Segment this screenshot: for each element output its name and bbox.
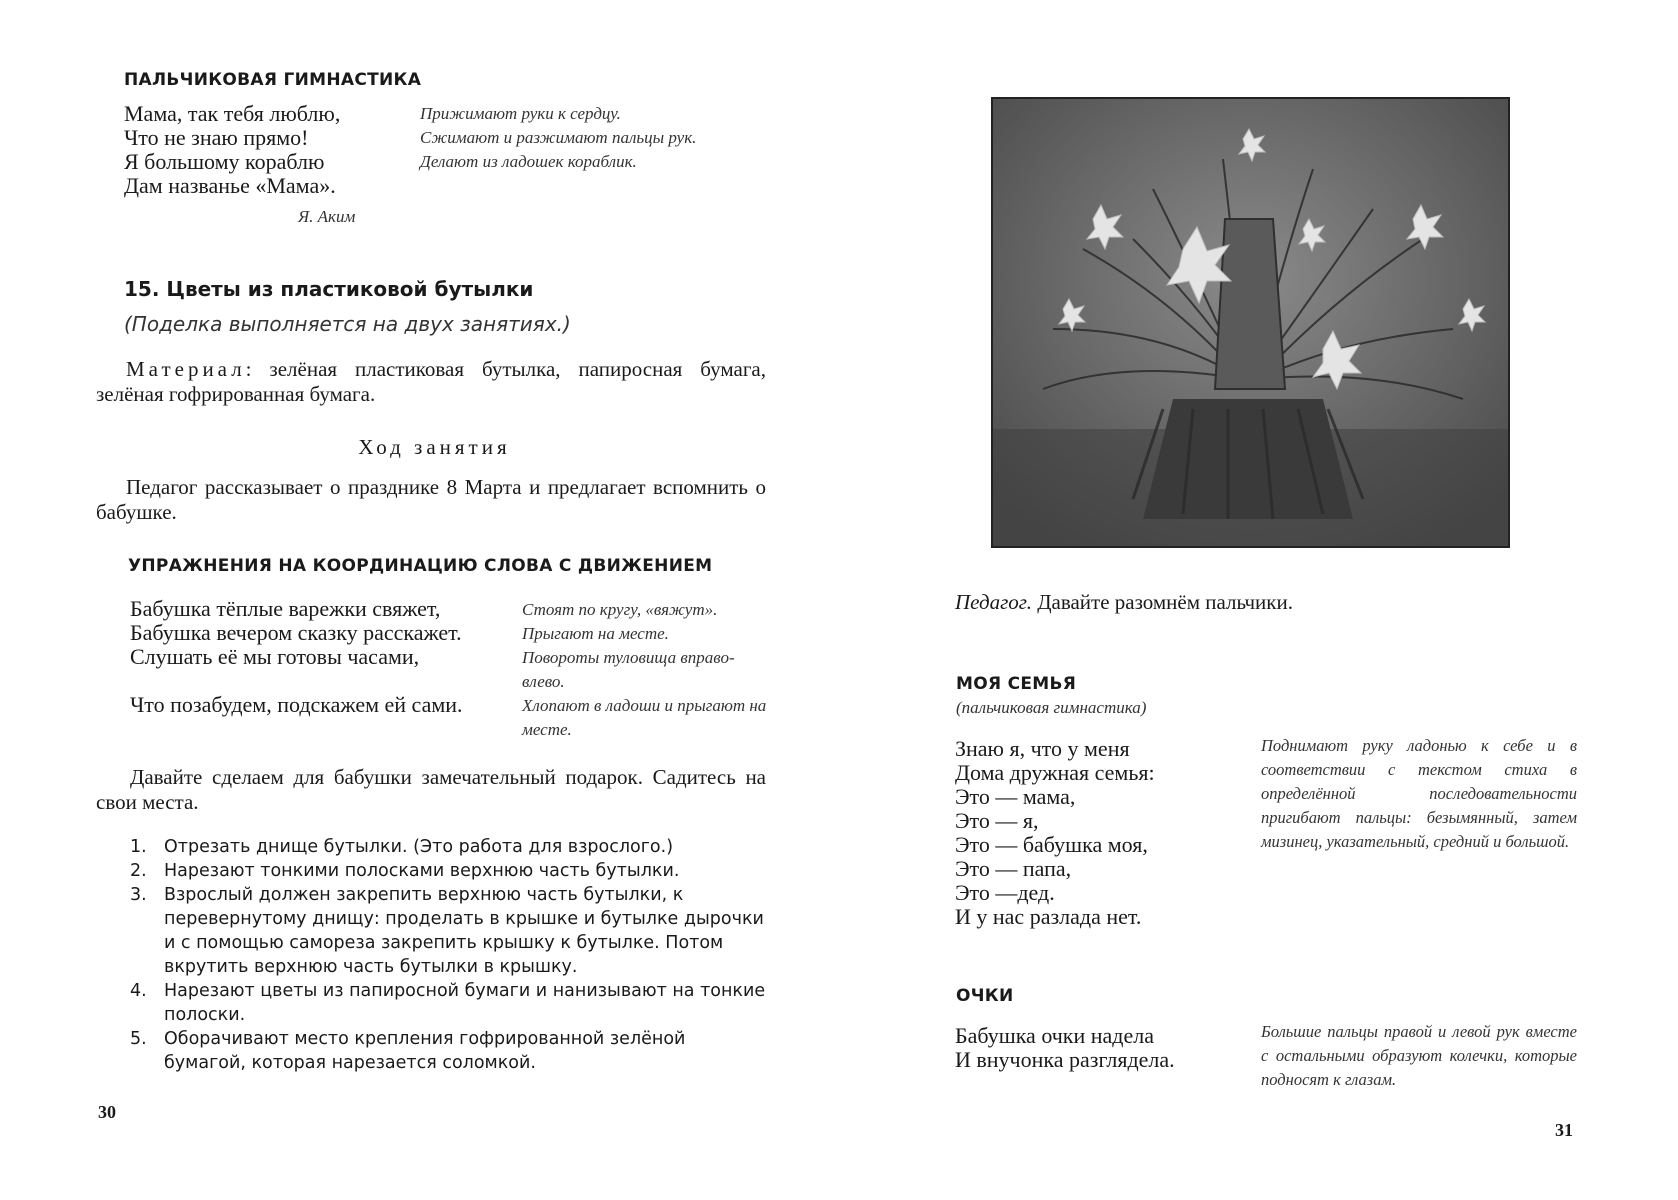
grandma-poem [130, 597, 510, 741]
step-text: Оборачивают место крепления гофрированной зелёной бумагой, которая нарезается соломкой. [164, 1029, 686, 1073]
flower-bouquet-illustration [993, 99, 1508, 546]
page-number: 31 [1555, 1120, 1573, 1140]
family-subheading: (пальчиковая гимнастика) [956, 698, 1147, 717]
steps-list [130, 835, 770, 1075]
mama-poem-notes [420, 102, 780, 174]
grandma-poem-notes [522, 598, 772, 742]
list-item [130, 1027, 770, 1075]
poem-line: Бабушка очки надела [955, 1023, 1155, 1048]
movement-note: Прыгают на месте. [522, 624, 669, 643]
caption-speaker: Педагог. [955, 590, 1032, 614]
step-number: 1. [130, 837, 147, 857]
lesson-subtitle: (Поделка выполняется на двух занятиях.) [124, 312, 571, 336]
finger-gymnastics-heading: ПАЛЬЧИКОВАЯ ГИМНАСТИКА [124, 70, 422, 90]
poem-line: Знаю я, что у меня [955, 736, 1130, 761]
movement-note: Прижимают руки к сердцу. [420, 104, 621, 123]
caption-text: Давайте разомнём пальчики. [1031, 590, 1293, 614]
movement-note: Стоят по кругу, «вяжут». [522, 600, 718, 619]
list-item [130, 859, 770, 883]
material-label: Материал [126, 357, 246, 381]
mama-poem [124, 102, 394, 198]
step-text: Нарезают цветы из папиросной бумаги и нанизывают на тонкие полоски. [164, 981, 766, 1025]
step-number: 4. [130, 981, 147, 1001]
material-text: : зелёная пластиковая бутылка, папиросная бумага, зелёная гофрированная бумага. [96, 357, 766, 406]
poem-line: Дома дружная семья: [955, 760, 1155, 785]
movement-note: Делают из ладошек кораблик. [420, 152, 637, 171]
poem-line: Я большому кораблю [124, 149, 325, 174]
poem-author: Я. Аким [298, 207, 356, 226]
poem-line: Слушать её мы готовы часами, [130, 644, 420, 669]
poem-line: Это — бабушка моя, [955, 832, 1148, 857]
poem-line: Это — папа, [955, 856, 1072, 881]
family-poem [955, 737, 1255, 929]
poem-line: Это — я, [955, 808, 1039, 833]
movement-note: Хлопают в ладоши и прыгают на месте. [522, 696, 767, 739]
poem-line: Это — мама, [955, 784, 1076, 809]
right-page [839, 0, 1678, 1200]
poem-line: Что не знаю прямо! [124, 125, 309, 150]
step-number: 5. [130, 1029, 147, 1049]
exercise-heading: УПРАЖНЕНИЯ НА КООРДИНАЦИЮ СЛОВА С ДВИЖЕНИЕМ [128, 556, 713, 576]
family-note: Поднимают руку ладонью к себе и в соответствии с текстом стиха в определённой последовательности пригибают пальцы: безымянный, затем мизинец, указательный, средний и большой. [1261, 736, 1577, 851]
poem-line: Бабушка тёплые варежки свяжет, [130, 596, 441, 621]
list-item [130, 883, 770, 979]
poem-line: Бабушка вечером сказку расскажет. [130, 620, 462, 645]
step-text: Нарезают тонкими полосками верхнюю часть бутылки. [164, 861, 680, 881]
intro-paragraph: Педагог рассказывает о празднике 8 Марта и предлагает вспомнить о бабушке. [96, 475, 766, 524]
poem-line: Что позабудем, подскажем ей сами. [130, 692, 463, 717]
family-heading: МОЯ СЕМЬЯ [956, 674, 1077, 694]
poem-line: Это —дед. [955, 880, 1055, 905]
poem-line: Дам названье «Мама». [124, 173, 336, 198]
step-text: Взрослый должен закрепить верхнюю часть бутылки, к перевернутому днищу: проделать в крышке и бутылке дырочки и с помощью самореза закрепить крышку к бутылке. Потом вкрутить верхнюю часть бутылки в крышку. [164, 885, 764, 977]
step-number: 3. [130, 885, 147, 905]
list-item [130, 835, 770, 859]
page-number: 30 [98, 1102, 116, 1122]
poem-line: Мама, так тебя люблю, [124, 101, 341, 126]
glasses-poem [955, 1024, 1255, 1072]
photo-caption [955, 590, 1293, 615]
gift-paragraph: Давайте сделаем для бабушки замечательный подарок. Садитесь на свои места. [96, 765, 766, 814]
lesson-title: 15. Цветы из пластиковой бутылки [124, 277, 534, 301]
glasses-heading: ОЧКИ [956, 986, 1014, 1006]
step-text: Отрезать днище бутылки. (Это работа для взрослого.) [164, 837, 674, 857]
flower-craft-photo [991, 97, 1510, 548]
glasses-note: Большие пальцы правой и левой рук вместе с остальными образуют колечки, которые подносят к глазам. [1261, 1022, 1577, 1089]
material-paragraph [96, 357, 766, 407]
list-item [130, 979, 770, 1027]
lesson-course-heading: Ход занятия [358, 435, 511, 459]
poem-line: И у нас разлада нет. [955, 904, 1142, 929]
movement-note: Сжимают и разжимают пальцы рук. [420, 128, 697, 147]
movement-note: Повороты туловища вправо-влево. [522, 648, 735, 691]
step-number: 2. [130, 861, 147, 881]
poem-line: И внучонка разглядела. [955, 1047, 1175, 1072]
